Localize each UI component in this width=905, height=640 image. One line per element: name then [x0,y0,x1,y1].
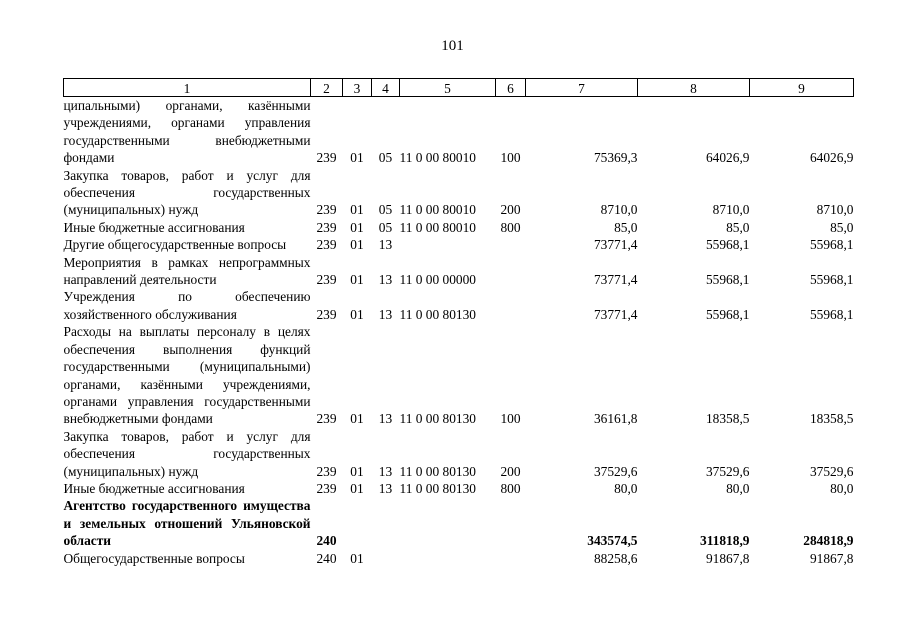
column-header: 7 [526,79,638,97]
row-name: Закупка товаров, работ и услуг для обеспечения государственных (муниципальных) нужд [63,167,311,218]
row-amount-7: 73771,4 [593,306,638,322]
row-name: Общегосударственные вопросы [63,550,245,566]
table-row [64,97,854,167]
row-section-code: 01 [350,550,364,566]
table-row [64,288,854,323]
row-subsection-code: 13 [378,463,393,479]
row-section-code: 01 [350,411,364,427]
row-target-code [400,236,496,253]
row-amount-9: 37529,6 [809,463,854,479]
table-row [64,167,854,219]
row-expense-type: 200 [500,463,521,479]
row-section-code: 01 [350,272,364,288]
row-section-code: 01 [350,202,364,218]
row-amount-8: 85,0 [726,219,750,235]
row-ministry-code: 239 [316,237,337,253]
row-amount-7: 8710,0 [600,202,638,218]
row-name: Иные бюджетные ассигнования [63,480,245,496]
row-amount-7: 36161,8 [593,411,638,427]
row-amount-8: 37529,6 [705,463,750,479]
row-subsection-code: 05 [378,202,393,218]
column-header: 8 [638,79,750,97]
row-amount-8: 64026,9 [705,150,750,166]
row-subsection-code: 13 [378,306,393,322]
row-name: Расходы на выплаты персоналу в целях обеспечения выполнения функций государственными (муниципальными) органами, казёнными учреждениями, органами управления государственными внебюджетными фондами [63,324,311,427]
row-expense-type: 800 [500,480,521,496]
row-ministry-code: 240 [316,533,337,549]
row-ministry-code: 239 [316,411,337,427]
row-subsection-code: 13 [378,272,393,288]
row-subsection-code: 05 [378,219,393,235]
row-amount-7: 73771,4 [593,237,638,253]
row-expense-type [496,497,526,549]
row-amount-9: 64026,9 [809,150,854,166]
row-target-code: 11 0 00 80130 [399,463,476,479]
row-target-code: 11 0 00 80010 [399,202,476,218]
row-amount-9: 55968,1 [809,306,854,322]
row-amount-7: 343574,5 [587,533,638,549]
row-name: Учреждения по обеспечению хозяйственного обслуживания [63,289,311,322]
row-expense-type: 800 [500,219,521,235]
row-name: Закупка товаров, работ и услуг для обеспечения государственных (муниципальных) нужд [63,428,311,479]
row-target-code: 11 0 00 80130 [399,306,476,322]
column-number-header [64,79,854,97]
page-number: 101 [441,38,464,54]
row-expense-type [496,288,526,323]
table-row [64,480,854,497]
row-target-code [400,550,496,567]
table-row [64,219,854,236]
row-target-code: 11 0 00 80010 [399,219,476,235]
row-expense-type: 100 [500,150,521,166]
row-amount-9: 284818,9 [803,533,854,549]
row-name: Иные бюджетные ассигнования [63,219,245,235]
column-header: 9 [750,79,854,97]
table-row-agency-total [64,497,854,549]
column-header: 6 [496,79,526,97]
row-expense-type: 200 [500,202,521,218]
row-amount-8: 311818,9 [700,533,750,549]
row-section-code: 01 [350,237,364,253]
row-target-code: 11 0 00 80010 [399,150,476,166]
row-amount-7: 73771,4 [593,272,638,288]
row-amount-8: 55968,1 [705,237,750,253]
row-subsection-code: 13 [378,480,393,496]
row-ministry-code: 239 [316,463,337,479]
row-amount-7: 80,0 [614,480,638,496]
row-amount-7: 88258,6 [593,550,638,566]
row-amount-8: 91867,8 [705,550,750,566]
row-subsection-code: 13 [378,411,393,427]
row-amount-9: 85,0 [830,219,854,235]
row-amount-7: 37529,6 [593,463,638,479]
row-amount-9: 80,0 [830,480,854,496]
table-row [64,428,854,480]
row-target-code: 11 0 00 80130 [399,411,476,427]
row-amount-8: 55968,1 [705,272,750,288]
row-expense-type [496,550,526,567]
row-ministry-code: 239 [316,480,337,496]
row-ministry-code: 239 [316,202,337,218]
row-section-code: 01 [350,219,364,235]
row-amount-9: 55968,1 [809,272,854,288]
row-name: Мероприятия в рамках непрограммных направлений деятельности [63,254,311,288]
table-row [64,323,854,427]
row-ministry-code: 239 [316,219,337,235]
row-section-code: 01 [350,150,364,166]
row-section-code: 01 [350,463,364,479]
row-section-code [343,497,372,549]
row-amount-9: 18358,5 [809,411,854,427]
row-ministry-code: 239 [316,306,337,322]
row-target-code: 11 0 00 00000 [399,272,476,288]
row-ministry-code: 239 [316,150,337,166]
row-amount-9: 8710,0 [816,202,854,218]
row-expense-type [496,254,526,289]
row-target-code [400,497,496,549]
row-amount-7: 85,0 [614,219,638,235]
table-row [64,236,854,253]
row-target-code: 11 0 00 80130 [399,480,476,496]
column-header: 2 [311,79,343,97]
row-section-code: 01 [350,480,364,496]
row-amount-8: 80,0 [726,480,750,496]
row-amount-9: 55968,1 [809,237,854,253]
row-subsection-code [372,550,400,567]
column-header: 5 [400,79,496,97]
row-amount-8: 55968,1 [705,306,750,322]
row-amount-9: 91867,8 [809,550,854,566]
row-ministry-code: 240 [316,550,337,566]
budget-table [63,78,854,567]
row-amount-8: 8710,0 [712,202,750,218]
row-name: Другие общегосударственные вопросы [63,237,287,253]
column-header: 3 [343,79,372,97]
row-amount-7: 75369,3 [593,150,638,166]
row-name: Агентство государственного имущества и земельных отношений Ульяновской области [63,498,311,549]
row-subsection-code [372,497,400,549]
table-row [64,254,854,289]
row-expense-type [496,236,526,253]
row-subsection-code: 05 [378,150,393,166]
column-header: 1 [64,79,311,97]
row-name: ципальными) органами, казёнными учреждениями, органами управления государственными внебюджетными фондами [63,98,311,166]
row-expense-type: 100 [500,411,521,427]
row-subsection-code: 13 [378,237,393,253]
table-row [64,550,854,567]
row-ministry-code: 239 [316,272,337,288]
row-section-code: 01 [350,306,364,322]
row-amount-8: 18358,5 [705,411,750,427]
column-header: 4 [372,79,400,97]
